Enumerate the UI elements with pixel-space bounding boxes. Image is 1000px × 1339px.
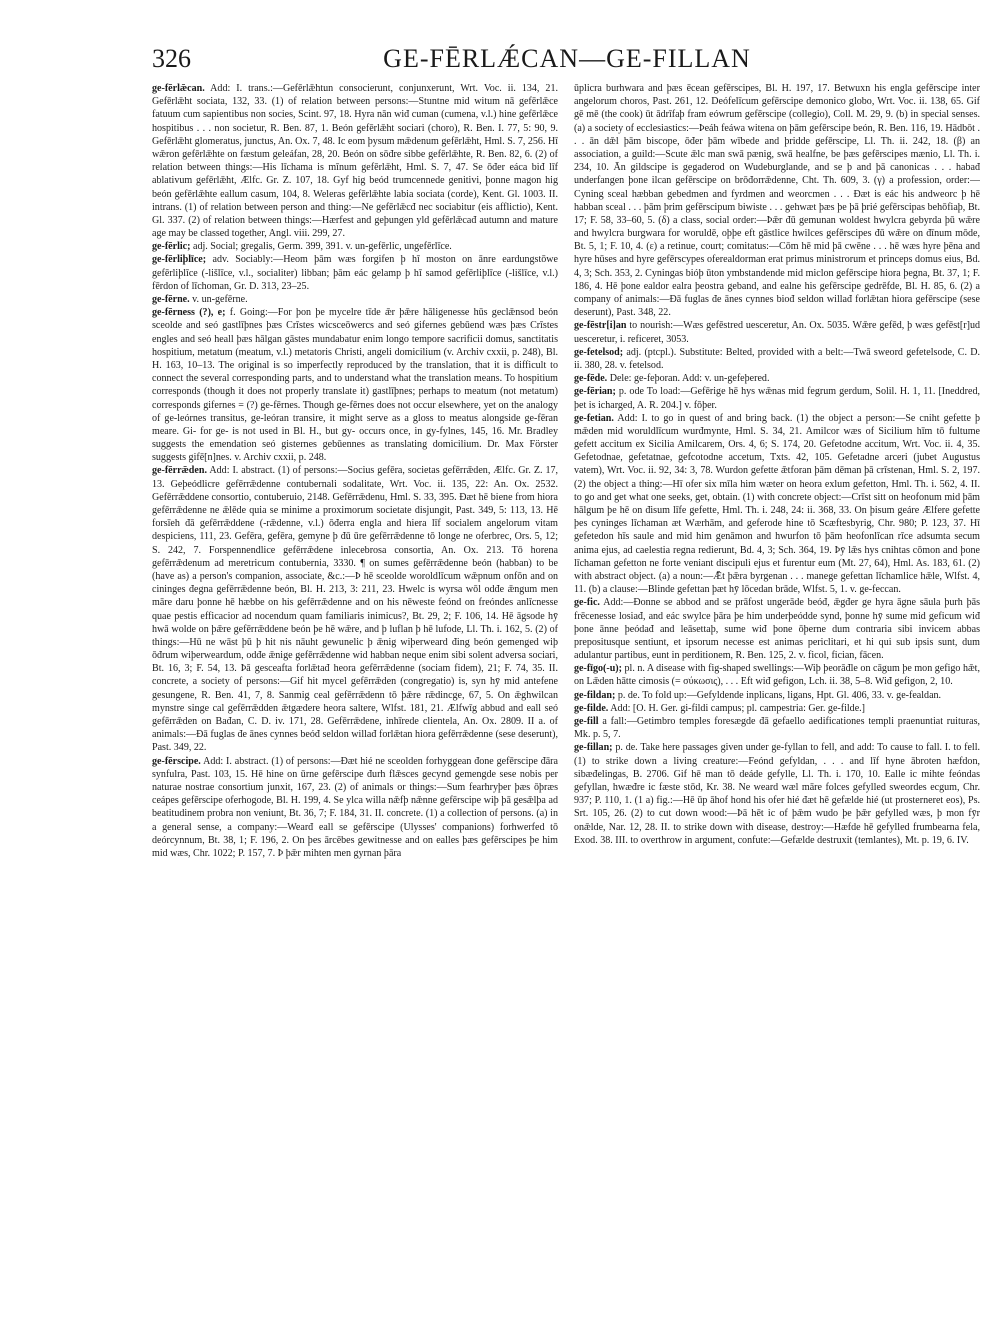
entry-headword: ge-fic. xyxy=(574,597,600,609)
entry-headword: ge-fērne. xyxy=(152,294,190,305)
entry-text: adj. (ptcpl.). Substitute: Belted, provided with a belt:—Twā sweord gefetelsode, C. D. ii. 380, 28. v. fetelsod. xyxy=(574,346,980,371)
dictionary-entry xyxy=(574,372,980,385)
dictionary-entry xyxy=(574,662,980,688)
entry-headword: ge-fērness (?), e; xyxy=(152,307,226,319)
entry-headword: ge-filde. xyxy=(574,702,609,714)
dictionary-entry xyxy=(152,306,558,464)
entry-headword: ge-fērlǣcan. xyxy=(152,83,205,94)
entry-headword: ge-fērliþlīce; xyxy=(152,254,207,266)
entry-headword: ge-fillan; xyxy=(574,742,613,754)
entry-text: adv. Sociably:—Heom þām wæs forgifen þ hī moston on ānre eardungstōwe gefērliþlīce (-lišlīce, v.l., socialiter) libban; þām eác gelamp þ hī samod gefērliþlīce (-lišlīce, v.l.) fērdon of līchoman, Gr. D. 313, 23–25. xyxy=(152,254,558,292)
left-column xyxy=(152,82,558,1332)
dictionary-entry xyxy=(152,240,558,253)
dictionary-entry xyxy=(574,689,980,702)
dictionary-entry xyxy=(574,715,980,741)
dictionary-entry xyxy=(574,82,980,319)
dictionary-entry xyxy=(574,385,980,411)
entry-headword: ge-fetelsod; xyxy=(574,346,624,358)
entry-text: Add: [O. H. Ger. gi-fildi campus; pl. campestria: Ger. ge-filde.] xyxy=(610,702,866,714)
entry-text: a fall:—Getimbro temples foresægde đā gefaello aedificationes templi praenuntiat ruituras, Mk. p. 5, 7. xyxy=(574,716,980,741)
entry-headword: ge-fērrǣden. xyxy=(152,465,207,477)
entry-headword: ge-fēstr[i]an xyxy=(574,320,627,332)
entry-text: Dele: ge-feþoran. Add: v. un-gefeþered. xyxy=(609,373,770,385)
entry-text: v. un-gefērne. xyxy=(192,294,248,305)
entry-text: Add:—Ðonne se abbod and se prāfost ungerāde beóđ, ǣgđer ge hyra āgne sāula þurh þās frēcenesse losiađ, and eác swylce þāra þe him underþeódde synd, þonne hȳ sume mid geficum wiđ þone ānne þeódađ and leāsettaþ, sume wiđ þone ōþerne dum contraria sibi invicem abbas prepositusque sentiunt, et ipsorum necesse est animas periclitari, et hi qui sub ipsis sunt, dum adulantur partibus, eunt in perditionem, R. Ben. 125, 2. v. ficol, fician, fācen. xyxy=(574,597,980,662)
dictionary-entry xyxy=(152,293,558,306)
dictionary-entry xyxy=(574,741,980,847)
entry-headword: ge-fill xyxy=(574,716,599,727)
entry-text: adj. Social; gregalis, Germ. 399, 391. v. un-gefērlic, ungefērlīce. xyxy=(193,241,452,253)
running-head: GE-FĒRLǼCAN—GE-FILLAN xyxy=(383,44,751,73)
entry-text: Add: I. abstract. (1) of persons:—Socius gefēra, societas gefērrǣden, Ælfc. Gr. Z. 17, 13. Geþeódlicre gefērrǣdenne contubernali sodalitate, Wrt. Voc. ii. 135, 22: An. Ox. 2532. Gefērrǣddene consortio, contuberuio, 2148. Gefērrǣdenu, Hml. S. 33, 395. Ðæt hē biene from hiora gefērrǣdenne ne ǣlēde quia se minime a proximorum societate disjungit, Past. 349, 5: 113, 13. Hē forsīeh đā gefērrǣddene (-rǣdenne, v.l.) ōđerra engla and hiera līf socialem angelorum vitam despiciens, 111, 23. Gefēra, gefēra, gemyne þ đū ūre gefērrǣdenne tō longe ne oferbrec, Ors. 5, 12; S. 242, 7. Forspennendlice gefērrǣdene inlecebrosa consortia, An. Ox. 213. Tō horena gefērrǣdenum ad meretricum contubernia, 3330. ¶ on sumes gefērrǣdenne beón (habban) to be (have as) a person's companion, associate, &c.:—Þ hē sceolde woroldlīcum wǣpnum onfōn and on cininges đegna gefērrǣdenne beón, Bl. H. 213, 3: 211, 23. Hwelc is wyrsa wōl odđe ǣngum men māre daru þonne hē hæbbe on his gefērrǣdenne and on his nēweste feónd on freóndes anlīcnesse quae pestis efficacior ad nocendum quam familiaris inimicus?, Bt. 29, 2; F. 106, 14. Hē āgsode hȳ hwā wolde on þǣre gefērrǣddene beón þe hē wǣre, and þ luflan þ hē lufode, Ll. Th. i. 162, 5. (2) of things:—Hū ne wāst þū þ hit nis nāuht gewunelic þ ǣnig wiþerweard đing beón gemenged wiþ ōđrum wiþerweardum, odđe ǣnige gefērrǣdenne wid habban neque enim sibi solent adversa sociari, Bt. 16, 3; F. 54, 13. Þā gesceafta forlǣtađ heora gefērrǣdenne (sociam fidem), 21; F. 74, 35. II. concrete, a society of persons:—Gif hit mycel gefērrǣden (congregatio) is, syn hȳ mid antefene gesungene, R. Ben. 41, 7, 8. Sanmig ceal gefērrǣdenn tō þǣre rǣdincge, 67, 5. On ǣghwilcan mynstre singe cal gefērrǣdden ǣtgædere heora saltere, Wlfst. 181, 21. Ælfwīg abbud and eall seó gefērrǣden on Bađan, C. D. iv. 171, 28. Gefērrǣdene, inhīrede clientela, An. Ox. 2809. II a. of animals:—Đā fuglas đe ānes cynnes beóđ seldon willađ forlǣtan hiora gefērrǣdenne (sese deserunt), Past. 349, 22. xyxy=(152,465,558,754)
dictionary-entry xyxy=(574,346,980,372)
entry-headword: ge-fildan; xyxy=(574,689,616,701)
entry-headword: ge-fērian; xyxy=(574,386,616,398)
page-number: 326 xyxy=(152,44,191,73)
dictionary-entry xyxy=(574,412,980,597)
right-column xyxy=(574,82,980,1332)
entry-headword: ge-fēde. xyxy=(574,373,608,385)
dictionary-entry xyxy=(152,755,558,861)
entry-text: Add: I. to go in quest of and bring back. (1) the object a person:—Se cniht gefette þ mǣden mid woruldlīcum wurđmynte, Hml. S. 34, 21. Amilcor wæs of Sicilium hīm tō fultume gefett accitum ex Sicilia Amilcarem, Ors. 4, 6; S. 174, 20. Gefetodne accitum, Wrt. Voc. ii. 4, 35. Gefetodnae, gefetatnae, gefcotodne accetum, Txts. 42, 105. Gefetadne arceri (jubet Augustus vatem), Wrt. Voc. ii. 92, 34: 3, 78. Wurdon gefette ǣtforan þām dēman þā crīstenan, Hml. S. 2, 197. (2) the object a thing:—Hī ofer six mīla him wæter on heora exlum gefetton, Hml. Th. i. 562, 4. II. to go and get what one seeks, get, obtain. (1) with concrete object:—Crīst sitt on heofonum mid þām hālgum þe hē on đisum līfe gefette, Hml. Th. i. 248, 24: ii. 368, 33. On þisum geáre Ælfere gefette þes cyninges līchaman æt Wærhām, and geferode hine tō Scæftesbyrig, Chr. 980; P. 123, 37. Hī gefetedon hīs saule and mid him genāmon and hwurfon tō þām heofonlīcan rīce adsumta secum anima ejus, ad caelestia regna redierunt, Bd. 4, 3; Sch. 364, 19. Þȳ lǣs hys cnihtas cōmon and þone līchaman gefetton ne forte veniant discipuli ejus et furentur eum (Mt. 27, 64), Hml. As. 183, 61. (2) with abstract object. (a) a noun:—Ǣt þǣra byrgenan . . . manege gefettan līchamlice hǣle, Wlfst. 4, 11. (b) a clause:—Blinde gefettan þæt hȳ lōcedan brāde, Wlfst. 5, 1. v. ge-feccan. xyxy=(574,412,980,596)
dictionary-entry xyxy=(574,319,980,345)
entry-text: Add: I. abstract. (1) of persons:—Ðæt hié ne sceolden forhyggean đone gefērscipe đāra synfulra, Past. 103, 15. Hē hine on ūrne gefērscipe đurh flǣsces gecynd gemengde sese nobis per naturae nostrae consortium junxit, 167, 23. (2) of animals or things:—Sum fearhryþer þæs ōþræs ceápes gefērscipe oferhogode, Bl. H. 199, 4. Se ylca willa nǣfþ nǣnne gefērscipe wiþ þā gesǣlþa ad beatitudinem probra non veniunt, Bt. 36, 7; F. 184, 31. II. concrete. (1) a collection of persons. (a) in a general sense, a company:—Wearđ eall se gefērscipe (Ulysses' companions) forhwerfed tō deórcynnum, Bt. 38, 1; F. 196, 2. On þes ārcēbes gewitnesse and on ealles þæs gefērscipes þe him mid wæs, Chr. 1022; P. 157, 7. Þ þǣr mihten men gyrnan þāra xyxy=(152,755,558,859)
entry-headword: ge-fīgo(-u); xyxy=(574,663,622,675)
entry-headword: ge-fetian. xyxy=(574,412,614,424)
page-header xyxy=(152,40,982,80)
dictionary-entry xyxy=(574,702,980,715)
entry-text: Add: I. trans.:—Gefērlǣhtun consocierunt, conjunxerunt, Wrt. Voc. ii. 134, 21. Gefērlǣht sociata, 132, 33. (1) of relation between persons:—Stuntne mid witum nā gefērlǣce fatuum cum sapientibus non socies, Scint. 97, 18. Hyra nān wiđ cuman (cumena, v.l.) hine gefērlǣce hospitibus . . . non societur, R. Ben. 87, 1. Beón gefērlǣht sociari (choro), R. Ben. I. 77, 5: 90, 9. Gefērlǣht glomeratus, junctus, An. Ox. 7, 48. Ic eom þysum mǣdenum gefērlǣht, Hml. S. 7, 256. Hī wǣron gefērlǣhte on fæstum geleáfan, 28, 20. Beón on sōđre sibbe gefērlǣhte, R. Ben. 82, 6. (2) of relation between things:—His līchama is mīnum gefērlǣht, Hml. S. 7, 47. Se ōđer eáca biđ līf ablativum gefērlǣht, Ælfc. Gr. Z. 107, 18. Gyf hig beód trumcennede genitivi, þonne magon hig beón gefērlǣhte eallum casum, 104, 8. Weleras gefērlǣhte labia sociata (corde), Kent. Gl. 1003. II. intrans. (1) of relation between person and thing:—Ne gefērlǣcđ nec sociabitur (eis afflictio), Kent. Gl. 337. (2) of relation between things:—Hærfest and geþungen yld gefērlǣcađ autumn and mature age may be classed together, Angl. viii. 299, 27. xyxy=(152,83,558,240)
entry-headword: ge-fērlic; xyxy=(152,241,191,253)
dictionary-entry xyxy=(574,596,980,662)
entry-text: p. de. To fold up:—Gefyldende inplicans, ligans, Hpt. Gl. 406, 33. v. ge-fealdan. xyxy=(617,689,942,701)
entry-text: ūplicra burhwara and þæs ēcean gefērscipes, Bl. H. 197, 17. Betwuxn his engla gefērscipe inter angelorum choros, Past. 261, 12. Deófelīcum gefērscipe demonico globo, Wrt. Voc. ii. 138, 65. Gif gē mē (the cook) ūt ādrīfaþ fram eówrum gefērscipe (collegio), Coll. M. 29, 9. (b) in special senses. (a) a society of ecclesiastics:—Þeáh feáwa witena on þām gefērscipe beón, R. Ben. 116, 19. Hādbōt . . . ān dǣl þām biscope, ōđer þām wībede and þridde gefērscipe, Ll. Th. ii. 242, 18. (β) an association, a guild:—Scute ǣlc man swā pænig, swā healfne, be þæs gefērscipes mænio, Ll. Th. i. 234, 10. Ān gildscipe is gegaderod on Wudeburglande, and se þ and þā canonicas . . . habađ underfangen þone ilcan gefērscipe on brōđorrǣdenne, Cht. Th. 609, 3. (γ) a profession, order:—Cyning sceal hæbban gebedmen and fyrdmen and weorcmen . . . Ðæt is eác his andweorc þ hē habban sceal . . . þām þrim gefērscipum biwiste . . . gehwæt þæs þe þā þrié gefērscipas behōfiaþ, Bt. 17; F. 58, 33–60, 5. (δ) a class, social order:—Þǣr đū gemunan woldest hwylcra gebyrda þū wǣre and hwylcra burgwara for woruldē, oþþe eft gāstlice hwilces gefērscipes đū wǣre on đīnum mōde, Bt. 5, 1; F. 10, 4. (ε) a retinue, court; comitatus:—Cōm hē mid þā cwēne . . . hē wæs hyre þēna and hyre hūses and hyre gefērscypes oferealdorman erat primus ministrorum et princeps domus eius, Bd. 4, 3; Sch. 353, 2. Cyningas bióþ ūton ymbstandende mid miclon gefērscipe hiora þegna, Bt. 37, 1; F. 186, 4. Hē þone ealdor ealra þeostra geband, and ealne his gefērscipe gedrēfde, Bl. H. 85, 6. (2) a company of animals:—Đā fuglas đe ānes cynnes biođ seldon willađ forlǣtan hiora gefērscipe (sese deserunt), Past. 348, 22. xyxy=(574,83,980,319)
entry-headword: ge-fērscipe. xyxy=(152,755,201,767)
dictionary-entry xyxy=(152,82,558,240)
entry-text: f. Going:—For þon þe mycelre tīde ǣr þǣre hāligenesse hūs geclǣnsod beón sceolde and seó gastlīþnes þæs Crīstes wicsceōwercs and seó gifernes gebūend wæs þæs Crīstes engles and seó heall þæs hālgan gāstes mundabatur enim longo tempore sacrificii domus, sanctitatis hospitium, metatum (meatum, v.l.) metatoris Christi, angeli domicilium (v. Archiv cxxii, p. 248), Bl. H. 163, 10–13. The original is so imperfectly reproduced by the translation, that it is difficult to connect the several corresponding parts, and to understand what the translation means. To hospitium corresponds (though it does not properly translate it) gastlīþnes; perhaps to meatum (not metatum) corresponds gifernes = (?) ge-fērnes. Though ge-fērnes does not occur elsewhere, yet on the analogy of ge-leórnes transitus, ge-leóran transire, it might serve as a gloss to meatus alongside ge-fēran meare. Gi- for ge- is not used in Bl. H., but gy- occurs once, in gy-fylnes, 145, 16. Mr. Bradley suggests the emendation seó gisternes gebūennes as translating domicilium. Dr. Max Förster suggests gifē[n]nes. v. Archiv cxxii, p. 248. xyxy=(152,307,558,464)
entry-text: to nourish:—Wæs gefēstred uesceretur, An. Ox. 5035. Wǣre gefēd, þ wæs gefēst[r]ud uesceretur, i. reficeret, 3053. xyxy=(574,320,980,345)
entry-text: p. de. Take here passages given under ge-fyllan to fell, and add: To cause to fall. I. to fell. (1) to strike down a living creature:—Feónd gefyldan, . . . and līf hyne ābroten hæfdon, sibæđelingas, B. 2706. Gif hē man tō deáde gefylle, Ll. Th. i. 170, 10. Ealle ic mihte feóndas gefyllan, hwæđre ic fæste stōd, Kr. 38. Ne weard wæl māre folces gefylled sweordes ecgum, Chr. 937; P. 110, 1. (1 a) fig.:—Hē ūp āhof hond his ofer hié đæt hē gefælde hié (ut prosterneret eos), Ps. Srt. 105, 26. (2) to cut down wood:—Þā hēt ic of þǣm wudo þe þǣr gefylled wæs, þ mon fȳr onǣlde, Nar. 12, 28. II. to strike down with disease, destroy:—Hæfde hē gefylled frumbearna fela, Exod. 38. III. to overthrow in argument, confute:—Gefælde destruxit (temlantes), Mt. p. 19, 6. IV. xyxy=(574,742,980,846)
entry-text: p. ode To load:—Gefērige hē hys wǣnas mid fegrum gerdum, Solil. H. 1, 11. [Ineddred, þet is icharged, A. R. 204.] v. fōþer. xyxy=(574,386,980,411)
entry-text: pl. n. A disease with fig-shaped swellings:—Wiþ þeorāđle on cāgum þe mon gefigo hǣt, on Lǣden hātte cimosis (= σύκωσις), . . . Eft wiđ gefigon, Lch. ii. 38, 5–8. Wiđ gefigon, 2, 10. xyxy=(574,663,980,688)
dictionary-entry xyxy=(152,253,558,293)
dictionary-entry xyxy=(152,464,558,754)
